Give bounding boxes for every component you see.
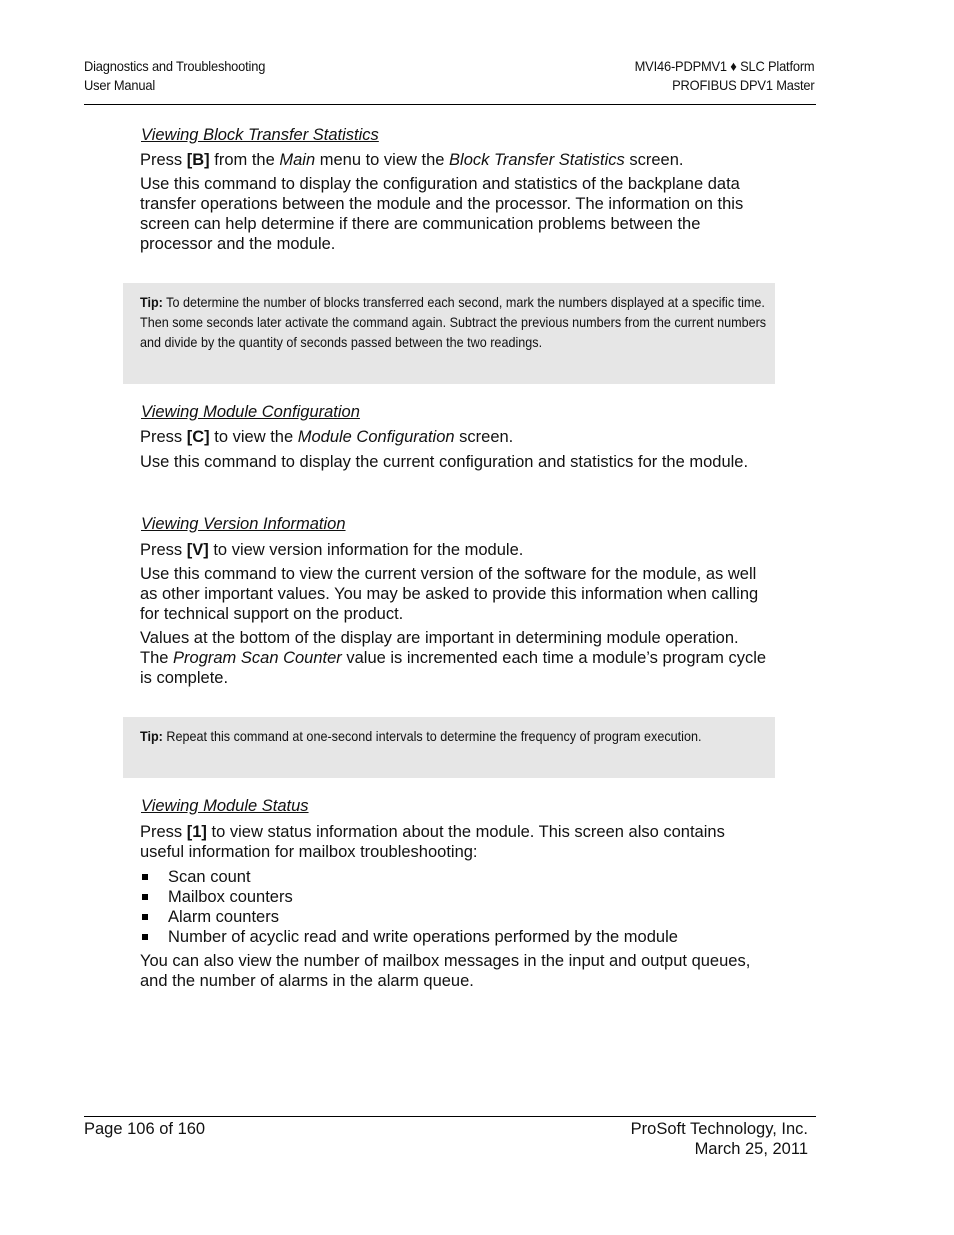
header-left <box>84 57 265 95</box>
module-status-instruction: Press [1] to view status information about the module. This screen also contains useful information for mailbox troubleshooting: <box>140 823 725 861</box>
version-body <box>140 540 770 688</box>
key-b: [B] <box>186 151 210 169</box>
footer-rule <box>84 1116 816 1117</box>
tip-text: To determine the number of blocks transferred each second, mark the numbers displayed at a specific time. Then some seconds later activate the command again. Subtract the previous numbers from the current numbers and divide by the quantity of seconds passed between the two readings. <box>140 294 767 350</box>
tip-label: Tip: <box>140 728 163 744</box>
version-description: Use this command to view the current version of the software for the module, as well as other important values. You may be asked to provide this information when calling for technical support on the product. <box>140 565 759 623</box>
heading-module-config: Viewing Module Configuration <box>141 403 360 421</box>
list-item: Scan count <box>140 867 770 887</box>
key-c: [C] <box>186 428 210 446</box>
block-transfer-description: Use this command to display the configuration and statistics of the backplane data transfer operations between the module and the processor. The information on this screen can help determine if there are communication problems between the processor and the module. <box>140 175 744 253</box>
heading-module-status: Viewing Module Status <box>141 797 309 815</box>
heading-block-transfer: Viewing Block Transfer Statistics <box>141 126 379 144</box>
tip-box-version <box>123 717 775 778</box>
header-section-title: Diagnostics and Troubleshooting <box>84 58 266 74</box>
footer-company: ProSoft Technology, Inc. <box>630 1120 808 1138</box>
key-1: [1] <box>186 823 207 841</box>
module-config-instruction: Press [C] to view the Module Configuration screen. <box>140 428 514 446</box>
header-protocol: PROFIBUS DPV1 Master <box>671 77 814 93</box>
status-bullet-list <box>140 867 770 947</box>
list-item: Number of acyclic read and write operations performed by the module <box>140 927 770 947</box>
heading-version: Viewing Version Information <box>141 515 346 533</box>
module-config-body <box>140 427 770 472</box>
header-rule <box>84 104 816 105</box>
page-number: Page 106 of 160 <box>84 1120 206 1138</box>
block-transfer-instruction: Press [B] from the Main menu to view the Block Transfer Statistics screen. <box>140 151 684 169</box>
block-transfer-body <box>140 150 770 254</box>
version-scan-counter-note: Values at the bottom of the display are important in determining module operation. The Program Scan Counter value is incremented each time a module’s program cycle is complete. <box>140 629 767 687</box>
footer-right <box>631 1119 808 1159</box>
header-right <box>634 57 814 95</box>
header-product: MVI46-PDPMV1 ♦ SLC Platform <box>634 58 814 74</box>
header-doc-type: User Manual <box>84 77 155 93</box>
list-item: Alarm counters <box>140 907 770 927</box>
footer-date: March 25, 2011 <box>694 1140 808 1158</box>
key-v: [V] <box>186 541 209 559</box>
tip-label: Tip: <box>140 294 163 310</box>
tip-text: Repeat this command at one-second intervals to determine the frequency of program execution. <box>162 728 702 744</box>
module-status-queues-note: You can also view the number of mailbox messages in the input and output queues, and the number of alarms in the alarm queue. <box>140 952 751 990</box>
module-status-body <box>140 822 770 991</box>
tip-box-block-transfer <box>123 283 775 384</box>
list-item: Mailbox counters <box>140 887 770 907</box>
module-config-description: Use this command to display the current configuration and statistics for the module. <box>140 453 749 471</box>
version-instruction: Press [V] to view version information for the module. <box>140 541 524 559</box>
